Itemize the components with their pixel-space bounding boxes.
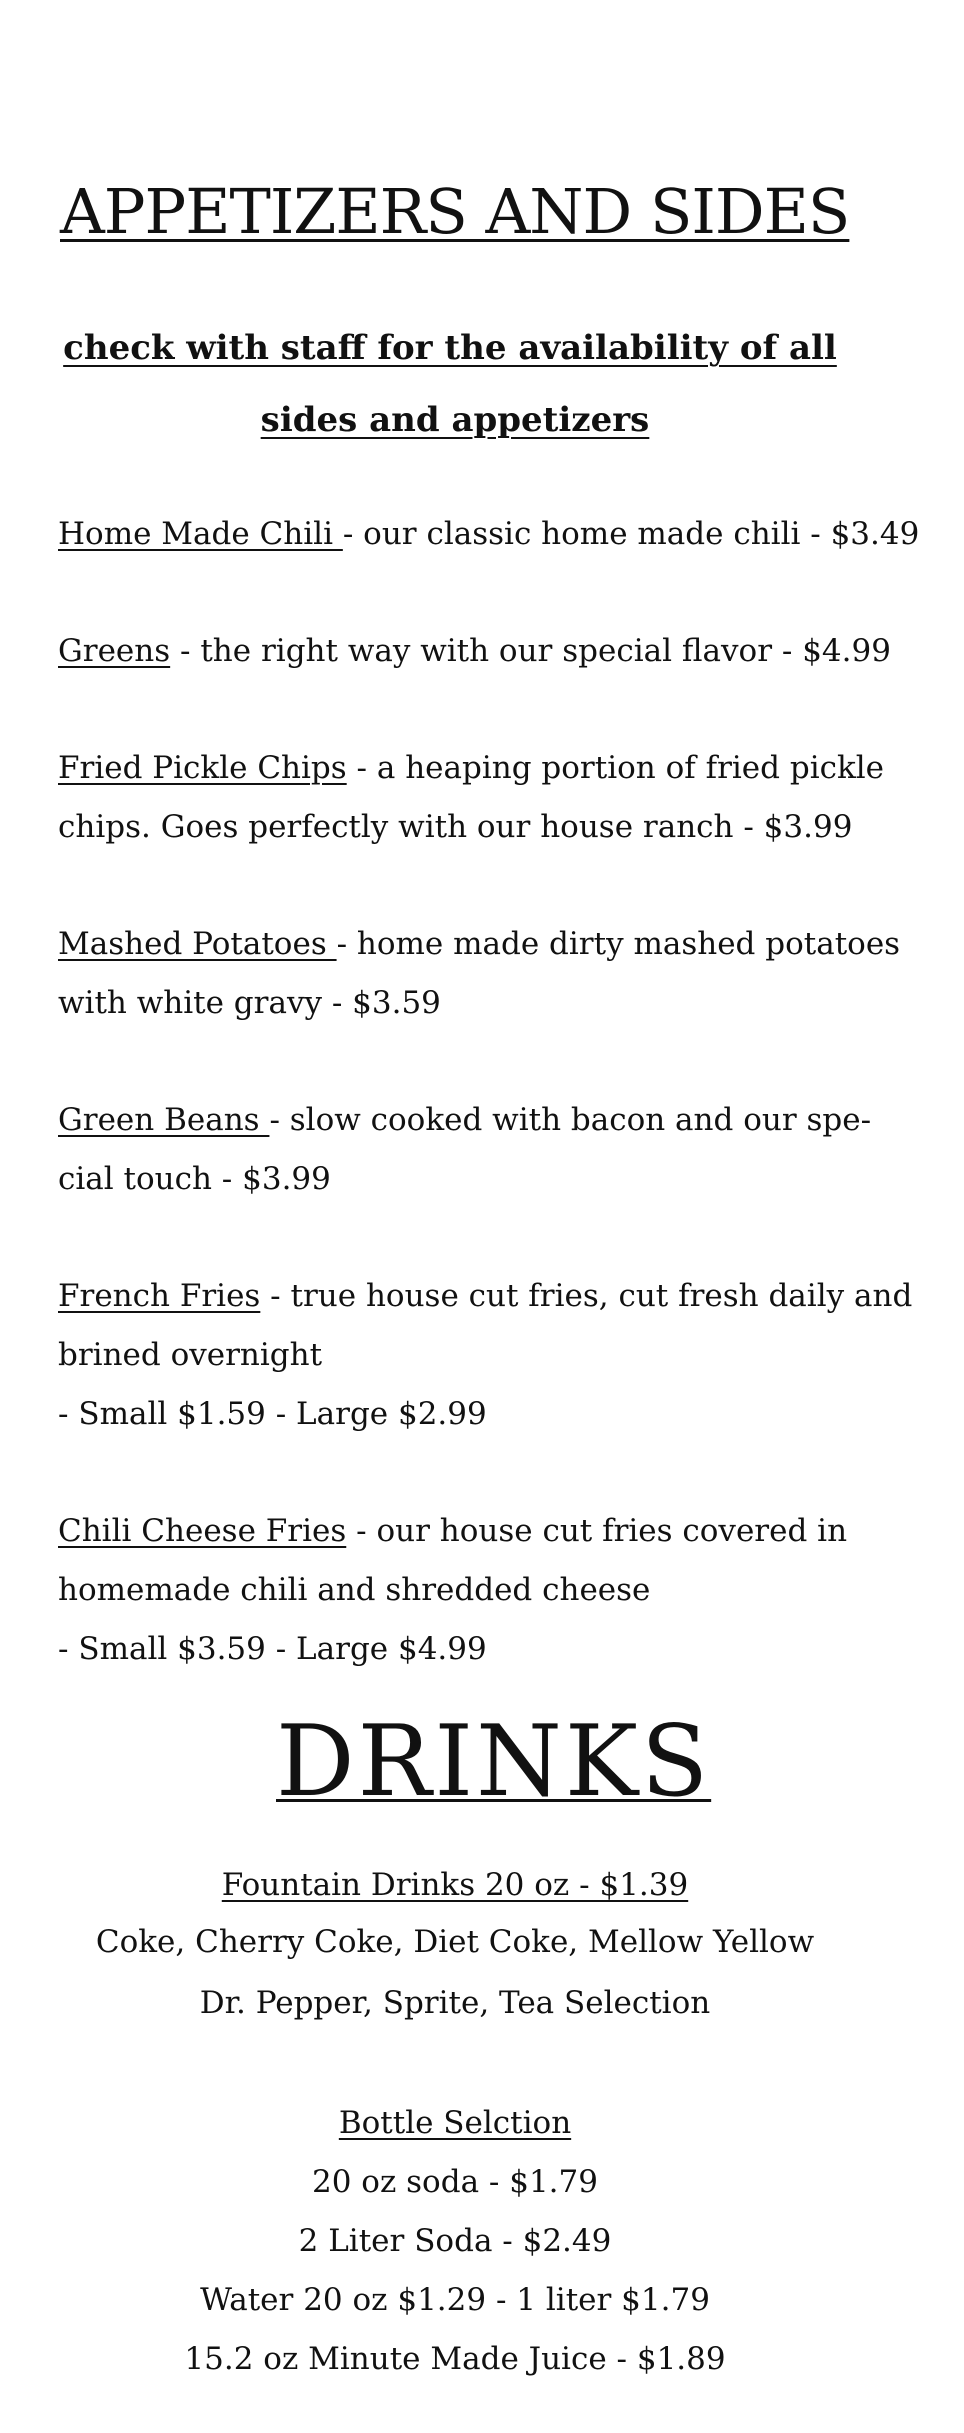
menu-item-description-continued: chips. Goes perfectly with our house ranch - $3.99 bbox=[58, 809, 853, 845]
menu-item-description: - our classic home made chili - $3.49 bbox=[342, 516, 920, 552]
menu-item-chili-cheese-fries bbox=[58, 1502, 918, 1679]
menu-item-description: - a heaping portion of fried pickle bbox=[346, 750, 885, 786]
menu-item-line bbox=[58, 1267, 918, 1326]
menu-item-line bbox=[58, 1502, 918, 1561]
availability-note-line2: sides and appetizers bbox=[260, 400, 650, 440]
bottle-selection-heading: Bottle Selction bbox=[338, 2105, 572, 2141]
bottle-selection-line: 20 oz soda - $1.79 bbox=[312, 2164, 598, 2200]
menu-item-french-fries bbox=[58, 1267, 918, 1444]
menu-item-greens bbox=[58, 622, 918, 681]
menu-item-description: - home made dirty mashed potatoes bbox=[336, 926, 901, 962]
menu-item-price-options: - Small $3.59 - Large $4.99 bbox=[58, 1631, 487, 1667]
bottle-selection-line: 15.2 oz Minute Made Juice - $1.89 bbox=[184, 2341, 726, 2377]
menu-item-mashed-potatoes bbox=[58, 915, 918, 1033]
menu-item-description-continued: homemade chili and shredded cheese bbox=[58, 1572, 651, 1608]
menu-item-name: Green Beans bbox=[58, 1102, 270, 1138]
fountain-drinks-line: Dr. Pepper, Sprite, Tea Selection bbox=[199, 1985, 711, 2021]
menu-item-name: Fried Pickle Chips bbox=[58, 750, 347, 786]
menu-item-description-continued: cial touch - $3.99 bbox=[58, 1161, 331, 1197]
menu-item-name: Home Made Chili bbox=[58, 516, 343, 552]
menu-item-name: Mashed Potatoes bbox=[58, 926, 337, 962]
menu-item-line bbox=[58, 739, 918, 798]
bottle-selection-line: Water 20 oz $1.29 - 1 liter $1.79 bbox=[200, 2282, 710, 2318]
bottle-selection-line: 2 Liter Soda - $2.49 bbox=[298, 2223, 612, 2259]
menu-item-description: - the right way with our special flavor - $4.99 bbox=[170, 633, 891, 669]
menu-item-description-continued: with white gravy - $3.59 bbox=[58, 985, 441, 1021]
menu-item-line bbox=[58, 505, 918, 564]
appetizers-list bbox=[58, 505, 918, 1679]
menu-item-description: - true house cut fries, cut fresh daily and bbox=[260, 1278, 913, 1314]
menu-item-fried-pickle-chips bbox=[58, 739, 918, 857]
menu-item-line bbox=[58, 915, 918, 974]
menu-item-line bbox=[58, 622, 918, 681]
menu-item-name: Chili Cheese Fries bbox=[58, 1513, 347, 1549]
menu-item-description-continued: brined overnight bbox=[58, 1337, 323, 1373]
menu-item-description: - our house cut fries covered in bbox=[346, 1513, 848, 1549]
fountain-drinks-heading: Fountain Drinks 20 oz - $1.39 bbox=[221, 1867, 689, 1903]
menu-item-home-made-chili bbox=[58, 505, 918, 564]
drinks-title: DRINKS bbox=[276, 1705, 712, 1819]
fountain-drinks-line: Coke, Cherry Coke, Diet Coke, Mellow Yellow bbox=[95, 1924, 815, 1960]
menu-item-price-options: - Small $1.59 - Large $2.99 bbox=[58, 1396, 487, 1432]
availability-note-line1: check with staff for the availability of all bbox=[63, 328, 837, 368]
appetizers-title: APPETIZERS AND SIDES bbox=[60, 175, 850, 248]
menu-item-description: - slow cooked with bacon and our spe- bbox=[269, 1102, 872, 1138]
menu-item-green-beans bbox=[58, 1091, 918, 1209]
menu-item-line bbox=[58, 1091, 918, 1150]
menu-item-name: Greens bbox=[58, 633, 171, 669]
menu-item-name: French Fries bbox=[58, 1278, 261, 1314]
